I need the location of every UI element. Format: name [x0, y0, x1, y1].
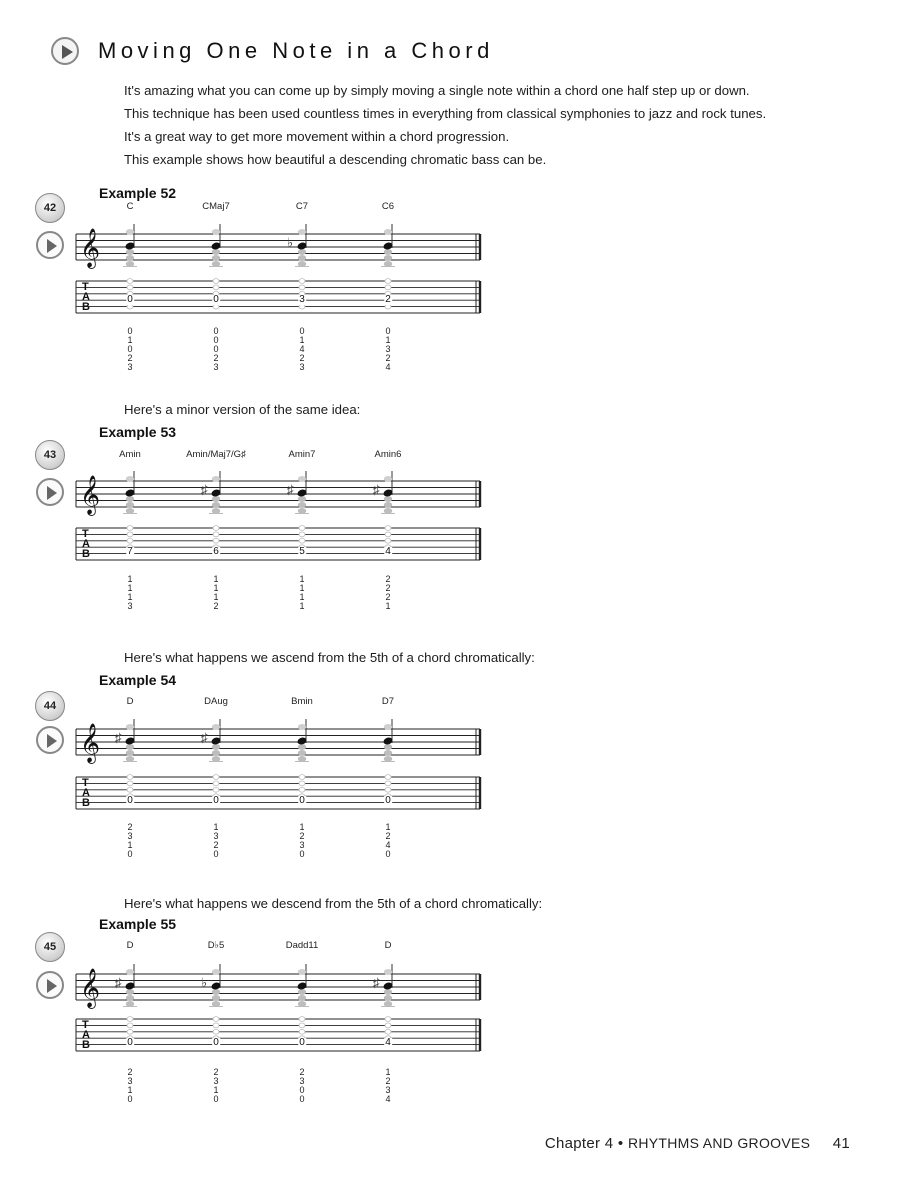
tab-clef-letter: A [82, 291, 90, 303]
treble-clef-icon: 𝄞 [80, 968, 101, 1008]
tab-ghost-marker [127, 1023, 133, 1028]
ghost-notehead [298, 229, 306, 235]
tab-ghost-marker [385, 285, 391, 290]
chord-name: Amin7 [288, 449, 316, 460]
tab-ghost-marker [127, 538, 133, 543]
tab-ghost-marker [213, 1029, 219, 1034]
fingering-number: 3 [385, 344, 391, 354]
tab-fret-number: 6 [213, 546, 219, 557]
fingering-number: 4 [299, 344, 305, 354]
tab-ghost-marker [299, 532, 305, 537]
fingering-column [211, 823, 221, 859]
ghost-notehead [212, 744, 220, 750]
tab-fret-number: 0 [127, 294, 133, 305]
fingering-number: 1 [213, 574, 219, 584]
tab-ghost-marker [385, 1023, 391, 1028]
ghost-notehead [384, 229, 392, 235]
tab-ghost-marker [385, 781, 391, 786]
tab-fret-number: 0 [213, 795, 219, 806]
tab-ghost-marker [127, 279, 133, 284]
fingering-column [297, 575, 307, 611]
page-title: Moving One Note in a Chord [98, 38, 494, 63]
ghost-notehead [384, 995, 392, 1001]
tab-ghost-marker [299, 787, 305, 792]
treble-clef-icon: 𝄞 [80, 228, 101, 268]
fingering-number: 2 [385, 831, 391, 841]
ghost-notehead [384, 502, 392, 508]
tab-ghost-marker [213, 526, 219, 531]
fingering-number: 3 [127, 831, 133, 841]
ghost-notehead [384, 724, 392, 730]
tab-ghost-marker [385, 1017, 391, 1022]
example-label: Example 53 [99, 424, 177, 440]
fingering-number: 0 [213, 335, 219, 345]
tab-clef-letter: A [82, 1029, 90, 1041]
fingering-number: 2 [299, 353, 305, 363]
fingering-column [383, 575, 393, 611]
fingering-number: 2 [127, 822, 133, 832]
ghost-notehead [212, 502, 220, 508]
tab-clef-letter: B [82, 797, 90, 809]
tab-ghost-marker [385, 526, 391, 531]
intro-paragraph: It's amazing what you can come up by simply moving a single note within a chord one half step up or down. This technique has been used countless times in everything from classical symphonies to jazz and rock tunes. It's a great way to get more movement within a chord progression. [124, 83, 767, 144]
fingering-number: 1 [385, 822, 391, 832]
fingering-number: 1 [127, 592, 133, 602]
fingering-column [383, 1068, 393, 1104]
ghost-notehead [298, 249, 306, 255]
section-play-icon[interactable] [51, 37, 79, 65]
fingering-column [297, 1068, 307, 1104]
fingering-number: 3 [213, 831, 219, 841]
accidental-symbol: ♭ [287, 235, 294, 250]
fingering-number: 1 [299, 822, 305, 832]
ghost-notehead [126, 502, 134, 508]
track-number-badge: 44 [35, 691, 65, 721]
fingering-number: 2 [385, 583, 391, 593]
treble-clef-icon: 𝄞 [80, 723, 101, 763]
chord-name: D [126, 940, 134, 951]
ghost-notehead [384, 255, 392, 261]
ghost-notehead [126, 989, 134, 995]
ghost-notehead [126, 476, 134, 482]
fingering-number: 1 [127, 335, 133, 345]
fingering-number: 1 [127, 840, 133, 850]
chord-name: Amin/Maj7/G♯ [186, 449, 246, 460]
ghost-notehead [126, 249, 134, 255]
ghost-notehead [212, 249, 220, 255]
accidental-symbol: ♯ [373, 482, 380, 497]
tab-fret-number: 5 [299, 546, 305, 557]
ghost-notehead [126, 750, 134, 756]
accidental-symbol: ♯ [115, 730, 122, 745]
fingering-number: 2 [127, 353, 133, 363]
tab-fret-number: 0 [127, 795, 133, 806]
tab-clef-letter: B [82, 548, 90, 560]
fingering-number: 4 [385, 1094, 391, 1104]
example-notation [0, 968, 900, 1078]
tab-ghost-marker [213, 781, 219, 786]
page-footer [545, 1135, 850, 1152]
fingering-number: 0 [127, 344, 133, 354]
fingering-column [125, 1068, 135, 1104]
fingering-number: 1 [299, 583, 305, 593]
footer-section: RHYTHMS AND GROOVES [627, 1135, 811, 1151]
chord-name: DAug [204, 696, 228, 707]
fingering-number: 1 [299, 574, 305, 584]
fingering-number: 1 [385, 601, 391, 611]
tab-ghost-marker [213, 1023, 219, 1028]
fingering-number: 1 [385, 335, 391, 345]
fingering-number: 3 [385, 1085, 391, 1095]
tab-ghost-marker [213, 775, 219, 780]
fingering-number: 3 [127, 362, 133, 372]
chord-name: Dadd11 [285, 940, 319, 951]
track-number-badge: 43 [35, 440, 65, 470]
fingering-number: 1 [127, 583, 133, 593]
tab-clef-letter: B [82, 301, 90, 313]
tab-fret-number: 4 [385, 546, 391, 557]
example-lead-text: Here's what happens we ascend from the 5th of a chord chromatically: [124, 650, 535, 665]
accidental-symbol: ♯ [201, 730, 208, 745]
ghost-notehead [298, 989, 306, 995]
chord-name: D♭5 [207, 940, 225, 951]
chord-name: Bmin [291, 696, 313, 707]
ghost-notehead [126, 229, 134, 235]
fingering-number: 1 [127, 1085, 133, 1095]
ghost-notehead [212, 255, 220, 261]
tab-ghost-marker [299, 1023, 305, 1028]
fingering-column [297, 327, 307, 372]
ghost-notehead [126, 995, 134, 1001]
tab-ghost-marker [385, 538, 391, 543]
example-lead-text: Here's a minor version of the same idea: [124, 402, 361, 417]
fingering-number: 3 [213, 362, 219, 372]
ghost-notehead [384, 496, 392, 502]
tab-ghost-marker [127, 532, 133, 537]
tab-ghost-marker [299, 526, 305, 531]
fingering-number: 1 [299, 335, 305, 345]
tab-ghost-marker [213, 787, 219, 792]
tab-clef-letter: B [82, 1039, 90, 1051]
ghost-notehead [298, 502, 306, 508]
fingering-column [211, 1068, 221, 1104]
ghost-notehead [298, 496, 306, 502]
fingering-number: 0 [385, 849, 391, 859]
fingering-number: 0 [127, 326, 133, 336]
fingering-number: 0 [213, 849, 219, 859]
tab-clef-letter: A [82, 787, 90, 799]
ghost-notehead [212, 496, 220, 502]
tab-fret-number: 4 [385, 1037, 391, 1048]
example-label: Example 55 [99, 916, 177, 932]
fingering-column [125, 327, 135, 372]
fingering-number: 0 [127, 1094, 133, 1104]
fingering-number: 2 [213, 1067, 219, 1077]
tab-ghost-marker [385, 1029, 391, 1034]
tab-ghost-marker [299, 1029, 305, 1034]
fingering-number: 0 [299, 1094, 305, 1104]
tab-ghost-marker [385, 775, 391, 780]
fingering-column [383, 327, 393, 372]
tab-clef-letter: T [82, 528, 89, 540]
accidental-symbol: ♭ [201, 975, 208, 990]
ghost-notehead [212, 476, 220, 482]
fingering-number: 1 [299, 601, 305, 611]
tab-ghost-marker [299, 285, 305, 290]
ghost-notehead [212, 995, 220, 1001]
fingering-number: 1 [127, 574, 133, 584]
ghost-notehead [384, 989, 392, 995]
fingering-number: 1 [213, 592, 219, 602]
fingering-column [125, 823, 135, 859]
chord-name: C [126, 201, 134, 212]
ghost-notehead [298, 724, 306, 730]
tab-fret-number: 0 [213, 294, 219, 305]
fingering-number: 2 [385, 574, 391, 584]
ghost-notehead [384, 249, 392, 255]
chord-name: Amin6 [374, 449, 402, 460]
fingering-number: 3 [127, 1076, 133, 1086]
fingering-number: 2 [213, 840, 219, 850]
tab-ghost-marker [299, 279, 305, 284]
fingering-column [211, 575, 221, 611]
fingering-number: 4 [385, 362, 391, 372]
ghost-notehead [298, 476, 306, 482]
tab-fret-number: 2 [385, 294, 391, 305]
fingering-number: 2 [213, 353, 219, 363]
fingering-number: 0 [385, 326, 391, 336]
fingering-number: 1 [385, 1067, 391, 1077]
tab-ghost-marker [127, 526, 133, 531]
ghost-notehead [384, 750, 392, 756]
chord-name: D7 [381, 696, 395, 707]
example-notation [0, 228, 900, 338]
chord-name: Amin [119, 449, 141, 460]
tab-fret-number: 0 [299, 795, 305, 806]
ghost-notehead [126, 724, 134, 730]
tab-clef-letter: T [82, 281, 89, 293]
example-notation [0, 723, 900, 833]
tab-clef-letter: T [82, 777, 89, 789]
fingering-number: 3 [299, 1076, 305, 1086]
fingering-number: 2 [213, 601, 219, 611]
accidental-symbol: ♯ [115, 975, 122, 990]
fingering-number: 0 [213, 1094, 219, 1104]
tab-ghost-marker [127, 1029, 133, 1034]
tab-ghost-marker [299, 781, 305, 786]
ghost-notehead [212, 989, 220, 995]
accidental-symbol: ♯ [287, 482, 294, 497]
ghost-notehead [126, 969, 134, 975]
track-number-badge: 45 [35, 932, 65, 962]
fingering-column [125, 575, 135, 611]
tab-ghost-marker [127, 787, 133, 792]
tab-ghost-marker [213, 285, 219, 290]
accidental-symbol: ♯ [201, 482, 208, 497]
ghost-notehead [298, 744, 306, 750]
ghost-notehead [298, 255, 306, 261]
ghost-notehead [298, 969, 306, 975]
ghost-notehead [212, 969, 220, 975]
example-label: Example 54 [99, 672, 177, 688]
fingering-number: 3 [127, 601, 133, 611]
fingering-number: 2 [299, 831, 305, 841]
page-number: 41 [832, 1135, 850, 1152]
track-number-badge: 42 [35, 193, 65, 223]
tab-fret-number: 0 [127, 1037, 133, 1048]
ghost-notehead [384, 476, 392, 482]
fingering-number: 3 [299, 362, 305, 372]
tab-ghost-marker [385, 279, 391, 284]
example-lead-text: This example shows how beautiful a descending chromatic bass can be. [124, 152, 547, 167]
fingering-number: 3 [213, 1076, 219, 1086]
fingering-number: 2 [385, 592, 391, 602]
fingering-number: 0 [213, 344, 219, 354]
fingering-number: 2 [385, 1076, 391, 1086]
tab-ghost-marker [385, 532, 391, 537]
tab-ghost-marker [213, 532, 219, 537]
example-label: Example 52 [99, 185, 177, 201]
chord-name: C7 [295, 201, 309, 212]
tab-ghost-marker [127, 285, 133, 290]
tab-fret-number: 7 [127, 546, 133, 557]
fingering-number: 4 [385, 840, 391, 850]
fingering-number: 0 [299, 1085, 305, 1095]
tab-ghost-marker [213, 279, 219, 284]
fingering-number: 2 [385, 353, 391, 363]
tab-ghost-marker [127, 1017, 133, 1022]
fingering-number: 0 [299, 326, 305, 336]
fingering-number: 0 [127, 849, 133, 859]
tab-fret-number: 0 [213, 1037, 219, 1048]
tab-ghost-marker [213, 1017, 219, 1022]
fingering-number: 2 [299, 1067, 305, 1077]
fingering-column [297, 823, 307, 859]
ghost-notehead [126, 744, 134, 750]
ghost-notehead [126, 496, 134, 502]
fingering-number: 0 [213, 326, 219, 336]
ghost-notehead [212, 724, 220, 730]
accidental-symbol: ♯ [373, 975, 380, 990]
tab-ghost-marker [213, 538, 219, 543]
ghost-notehead [298, 995, 306, 1001]
tab-ghost-marker [299, 1017, 305, 1022]
tab-ghost-marker [299, 775, 305, 780]
ghost-notehead [384, 744, 392, 750]
tab-fret-number: 0 [385, 795, 391, 806]
fingering-column [383, 823, 393, 859]
fingering-number: 1 [213, 1085, 219, 1095]
chord-name: C6 [381, 201, 395, 212]
treble-clef-icon: 𝄞 [80, 475, 101, 515]
tab-fret-number: 3 [299, 294, 305, 305]
tab-clef-letter: A [82, 538, 90, 550]
chord-name: CMaj7 [202, 201, 230, 212]
tab-ghost-marker [385, 787, 391, 792]
tab-fret-number: 0 [299, 1037, 305, 1048]
tab-ghost-marker [127, 781, 133, 786]
example-notation [0, 475, 900, 585]
ghost-notehead [212, 229, 220, 235]
fingering-number: 2 [127, 1067, 133, 1077]
tab-ghost-marker [299, 538, 305, 543]
example-lead-text: Here's what happens we descend from the 5th of a chord chromatically: [124, 896, 543, 911]
ghost-notehead [384, 969, 392, 975]
fingering-number: 3 [299, 840, 305, 850]
ghost-notehead [212, 750, 220, 756]
tab-clef-letter: T [82, 1019, 89, 1031]
fingering-number: 0 [299, 849, 305, 859]
fingering-number: 1 [299, 592, 305, 602]
tab-ghost-marker [127, 775, 133, 780]
ghost-notehead [298, 750, 306, 756]
fingering-number: 1 [213, 583, 219, 593]
ghost-notehead [126, 255, 134, 261]
fingering-number: 1 [213, 822, 219, 832]
chord-name: D [126, 696, 134, 707]
footer-chapter: Chapter 4 [544, 1135, 614, 1152]
fingering-column [211, 327, 221, 372]
footer-bullet: • [617, 1135, 624, 1152]
chord-name: D [384, 940, 392, 951]
